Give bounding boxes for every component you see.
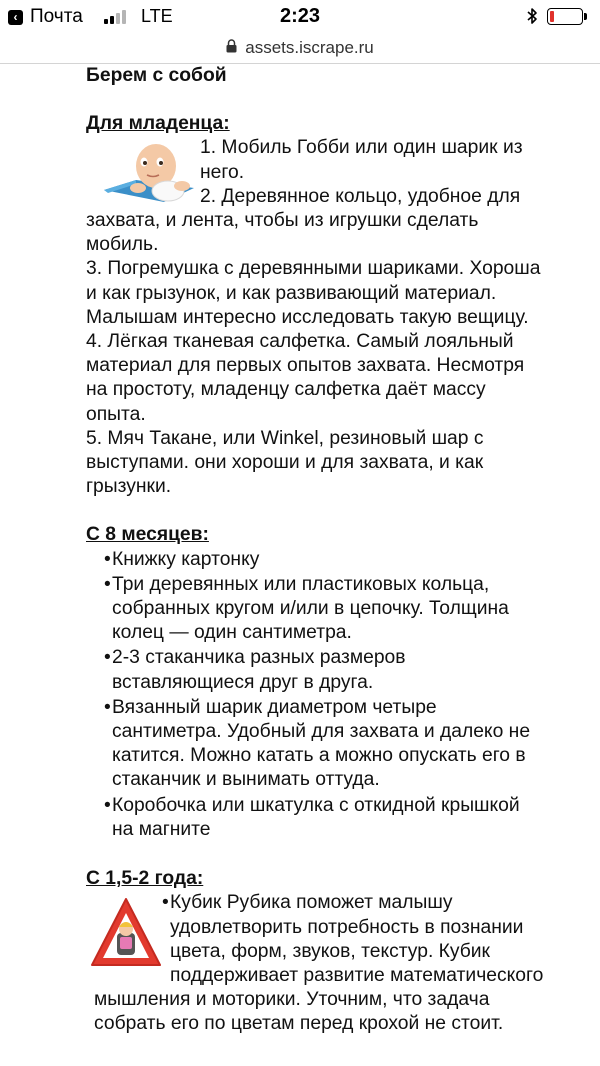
bullet-icon: • xyxy=(104,548,111,570)
back-arrow-icon: ‹ xyxy=(8,10,23,25)
list-item xyxy=(86,891,546,1036)
battery-level xyxy=(550,11,554,22)
url-text: assets.iscrape.ru xyxy=(245,37,374,57)
toddler-list xyxy=(86,891,546,1036)
infant-item: 1. Мобиль Гобби или один шарик из него. xyxy=(200,137,523,183)
section-heading-infant: Для младенца: xyxy=(86,113,230,135)
infant-item: 2. Деревянное кольцо, удобное для захвата, и лента, чтобы из игрушки сделать мобиль. xyxy=(86,185,521,256)
list-item-text: Вязанный шарик диаметром четыре сантиметра. Удобный для захвата и далеко не катится. Можно катать а можно опускать его в стаканчик и вынимать оттуда. xyxy=(112,696,531,791)
infant-item: 3. Погремушка с деревянными шариками. Хороша и как грызунок, и как развивающий материал. Малышам интересно исследовать такую вещицу. xyxy=(86,258,541,328)
bullet-icon: • xyxy=(104,794,111,816)
network-type: LTE xyxy=(141,6,173,26)
status-bar xyxy=(0,0,600,32)
address-bar[interactable] xyxy=(0,32,600,64)
battery-tip xyxy=(584,13,587,20)
list-item xyxy=(104,548,546,572)
back-app-label: Почта xyxy=(30,6,83,27)
list-item-text: Три деревянных или пластиковых кольца, собранных кругом и/или в цепочку. Толщина колец — один сантиметра. xyxy=(112,573,509,644)
bullet-icon: • xyxy=(162,892,169,914)
list-item xyxy=(104,794,546,842)
bullet-icon: • xyxy=(104,573,111,595)
eight-months-list xyxy=(86,548,546,842)
list-item xyxy=(104,696,546,793)
article-content xyxy=(86,64,546,1038)
list-item-text: 2-3 стаканчика разных размеров вставляющиеся друг в друга. xyxy=(112,647,406,693)
list-item-text: Кубик Рубика поможет малышу удовлетворить потребность в познании цвета, форм, звуков, текстур. Кубик поддерживает развитие математического мышления и моторики. Уточним, что задача собрать его по цветам перед крохой не стоит. xyxy=(94,892,544,1035)
bluetooth-icon xyxy=(526,7,538,31)
list-item xyxy=(104,646,546,694)
baby-image xyxy=(102,136,196,208)
clock: 2:23 xyxy=(279,5,321,27)
list-item-text: Книжку картонку xyxy=(112,548,260,570)
list-item xyxy=(104,573,546,646)
infant-item: 4. Лёгкая тканевая салфетка. Самый лояльный материал для первых опытов захвата. Несмотря на простоту, младенцу салфетка даёт массу опыта. xyxy=(86,331,525,425)
lock-icon xyxy=(226,38,237,58)
section-heading-toddler: С 1,5-2 года: xyxy=(86,868,204,890)
battery-icon xyxy=(547,8,583,25)
section-heading-8-months: С 8 месяцев: xyxy=(86,524,209,546)
list-item-text: Коробочка или шкатулка с откидной крышкой на магните xyxy=(112,794,520,840)
bullet-icon: • xyxy=(104,647,111,669)
bullet-icon: • xyxy=(104,696,111,718)
infant-item: 5. Мяч Такане, или Winkel, резиновый шар с выступами. они хороши и для захвата, и как грызунки. xyxy=(86,427,484,498)
article-title: Берем с собой xyxy=(86,65,227,86)
